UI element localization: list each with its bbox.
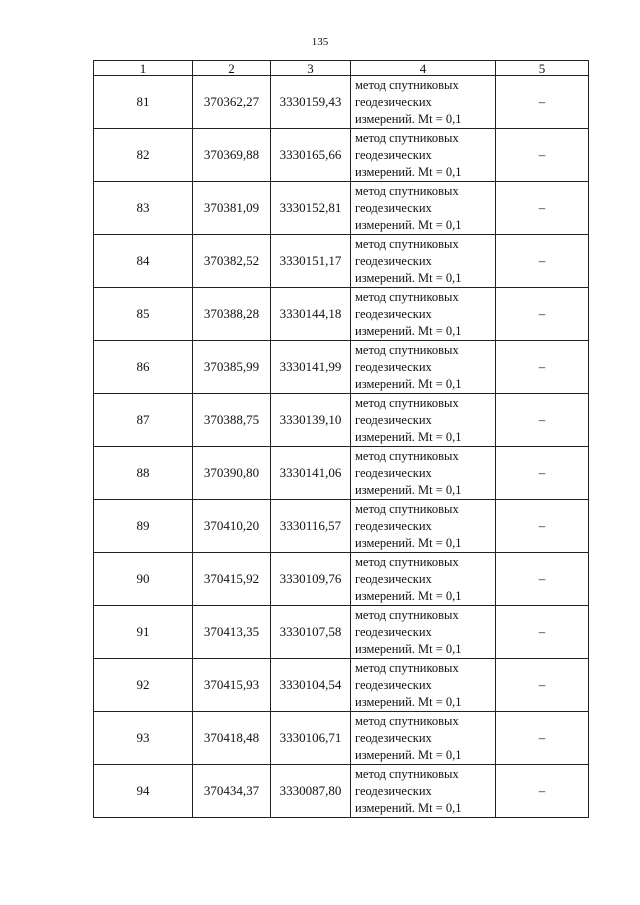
point-number-cell: 84 — [94, 235, 193, 288]
method-cell — [351, 129, 496, 182]
method-line: измерений. Mt = 0,1 — [355, 376, 462, 391]
note-cell: – — [496, 606, 589, 659]
method-cell — [351, 76, 496, 129]
method-line: измерений. Mt = 0,1 — [355, 217, 462, 232]
note-cell: – — [496, 182, 589, 235]
table-row — [94, 288, 589, 341]
method-line: измерений. Mt = 0,1 — [355, 588, 462, 603]
x-coordinate-cell: 370388,75 — [193, 394, 271, 447]
y-coordinate-cell: 3330141,99 — [271, 341, 351, 394]
method-line: геодезических — [355, 677, 432, 692]
point-number-cell: 86 — [94, 341, 193, 394]
note-cell: – — [496, 341, 589, 394]
table-row — [94, 341, 589, 394]
method-line: геодезических — [355, 624, 432, 639]
point-number-cell: 93 — [94, 712, 193, 765]
method-line: измерений. Mt = 0,1 — [355, 111, 462, 126]
point-number-cell: 81 — [94, 76, 193, 129]
method-line: геодезических — [355, 306, 432, 321]
method-cell — [351, 235, 496, 288]
method-cell — [351, 553, 496, 606]
y-coordinate-cell: 3330109,76 — [271, 553, 351, 606]
y-coordinate-cell: 3330087,80 — [271, 765, 351, 818]
point-number-cell: 87 — [94, 394, 193, 447]
point-number-cell: 90 — [94, 553, 193, 606]
y-coordinate-cell: 3330159,43 — [271, 76, 351, 129]
header-cell-2: 2 — [193, 61, 271, 76]
method-line: метод спутниковых — [355, 395, 459, 410]
method-line: геодезических — [355, 147, 432, 162]
x-coordinate-cell: 370385,99 — [193, 341, 271, 394]
method-line: измерений. Mt = 0,1 — [355, 800, 462, 815]
method-line: геодезических — [355, 571, 432, 586]
x-coordinate-cell: 370434,37 — [193, 765, 271, 818]
method-line: измерений. Mt = 0,1 — [355, 270, 462, 285]
header-cell-1: 1 — [94, 61, 193, 76]
x-coordinate-cell: 370418,48 — [193, 712, 271, 765]
method-line: метод спутниковых — [355, 77, 459, 92]
method-cell — [351, 394, 496, 447]
point-number-cell: 91 — [94, 606, 193, 659]
coordinates-table — [93, 60, 589, 818]
table-row — [94, 712, 589, 765]
table-row — [94, 765, 589, 818]
table-row — [94, 553, 589, 606]
method-line: метод спутниковых — [355, 766, 459, 781]
method-line: измерений. Mt = 0,1 — [355, 429, 462, 444]
table-body — [94, 76, 589, 818]
method-line: метод спутниковых — [355, 660, 459, 675]
method-line: метод спутниковых — [355, 183, 459, 198]
header-row — [94, 61, 589, 76]
method-cell — [351, 288, 496, 341]
point-number-cell: 94 — [94, 765, 193, 818]
point-number-cell: 89 — [94, 500, 193, 553]
header-cell-3: 3 — [271, 61, 351, 76]
method-line: метод спутниковых — [355, 713, 459, 728]
method-line: метод спутниковых — [355, 236, 459, 251]
method-cell — [351, 500, 496, 553]
point-number-cell: 82 — [94, 129, 193, 182]
y-coordinate-cell: 3330141,06 — [271, 447, 351, 500]
note-cell: – — [496, 659, 589, 712]
y-coordinate-cell: 3330144,18 — [271, 288, 351, 341]
method-line: геодезических — [355, 465, 432, 480]
x-coordinate-cell: 370388,28 — [193, 288, 271, 341]
method-line: метод спутниковых — [355, 448, 459, 463]
table-row — [94, 76, 589, 129]
note-cell: – — [496, 765, 589, 818]
method-cell — [351, 182, 496, 235]
table-row — [94, 129, 589, 182]
y-coordinate-cell: 3330151,17 — [271, 235, 351, 288]
note-cell: – — [496, 447, 589, 500]
note-cell: – — [496, 76, 589, 129]
x-coordinate-cell: 370415,93 — [193, 659, 271, 712]
method-line: геодезических — [355, 359, 432, 374]
note-cell: – — [496, 129, 589, 182]
method-line: измерений. Mt = 0,1 — [355, 164, 462, 179]
method-line: метод спутниковых — [355, 130, 459, 145]
page-number: 135 — [311, 36, 329, 48]
method-line: геодезических — [355, 518, 432, 533]
table-row — [94, 394, 589, 447]
method-line: метод спутниковых — [355, 289, 459, 304]
y-coordinate-cell: 3330107,58 — [271, 606, 351, 659]
table-row — [94, 235, 589, 288]
method-line: геодезических — [355, 412, 432, 427]
x-coordinate-cell: 370369,88 — [193, 129, 271, 182]
note-cell: – — [496, 394, 589, 447]
table-row — [94, 447, 589, 500]
y-coordinate-cell: 3330139,10 — [271, 394, 351, 447]
y-coordinate-cell: 3330165,66 — [271, 129, 351, 182]
method-line: измерений. Mt = 0,1 — [355, 535, 462, 550]
method-line: измерений. Mt = 0,1 — [355, 323, 462, 338]
table-row — [94, 500, 589, 553]
table-row — [94, 182, 589, 235]
note-cell: – — [496, 712, 589, 765]
method-cell — [351, 606, 496, 659]
method-cell — [351, 659, 496, 712]
method-line: метод спутниковых — [355, 342, 459, 357]
y-coordinate-cell: 3330106,71 — [271, 712, 351, 765]
method-line: метод спутниковых — [355, 554, 459, 569]
method-cell — [351, 712, 496, 765]
y-coordinate-cell: 3330116,57 — [271, 500, 351, 553]
point-number-cell: 83 — [94, 182, 193, 235]
x-coordinate-cell: 370381,09 — [193, 182, 271, 235]
method-line: измерений. Mt = 0,1 — [355, 747, 462, 762]
point-number-cell: 88 — [94, 447, 193, 500]
table-row — [94, 659, 589, 712]
header-cell-4: 4 — [351, 61, 496, 76]
method-line: измерений. Mt = 0,1 — [355, 641, 462, 656]
note-cell: – — [496, 500, 589, 553]
x-coordinate-cell: 370362,27 — [193, 76, 271, 129]
method-line: геодезических — [355, 253, 432, 268]
point-number-cell: 85 — [94, 288, 193, 341]
method-cell — [351, 765, 496, 818]
table-row — [94, 606, 589, 659]
note-cell: – — [496, 235, 589, 288]
method-line: геодезических — [355, 730, 432, 745]
x-coordinate-cell: 370413,35 — [193, 606, 271, 659]
x-coordinate-cell: 370410,20 — [193, 500, 271, 553]
method-cell — [351, 341, 496, 394]
x-coordinate-cell: 370382,52 — [193, 235, 271, 288]
x-coordinate-cell: 370415,92 — [193, 553, 271, 606]
method-line: метод спутниковых — [355, 501, 459, 516]
point-number-cell: 92 — [94, 659, 193, 712]
method-line: измерений. Mt = 0,1 — [355, 694, 462, 709]
method-line: геодезических — [355, 783, 432, 798]
method-line: измерений. Mt = 0,1 — [355, 482, 462, 497]
y-coordinate-cell: 3330104,54 — [271, 659, 351, 712]
method-cell — [351, 447, 496, 500]
note-cell: – — [496, 553, 589, 606]
method-line: геодезических — [355, 94, 432, 109]
header-cell-5: 5 — [496, 61, 589, 76]
x-coordinate-cell: 370390,80 — [193, 447, 271, 500]
note-cell: – — [496, 288, 589, 341]
y-coordinate-cell: 3330152,81 — [271, 182, 351, 235]
method-line: геодезических — [355, 200, 432, 215]
method-line: метод спутниковых — [355, 607, 459, 622]
